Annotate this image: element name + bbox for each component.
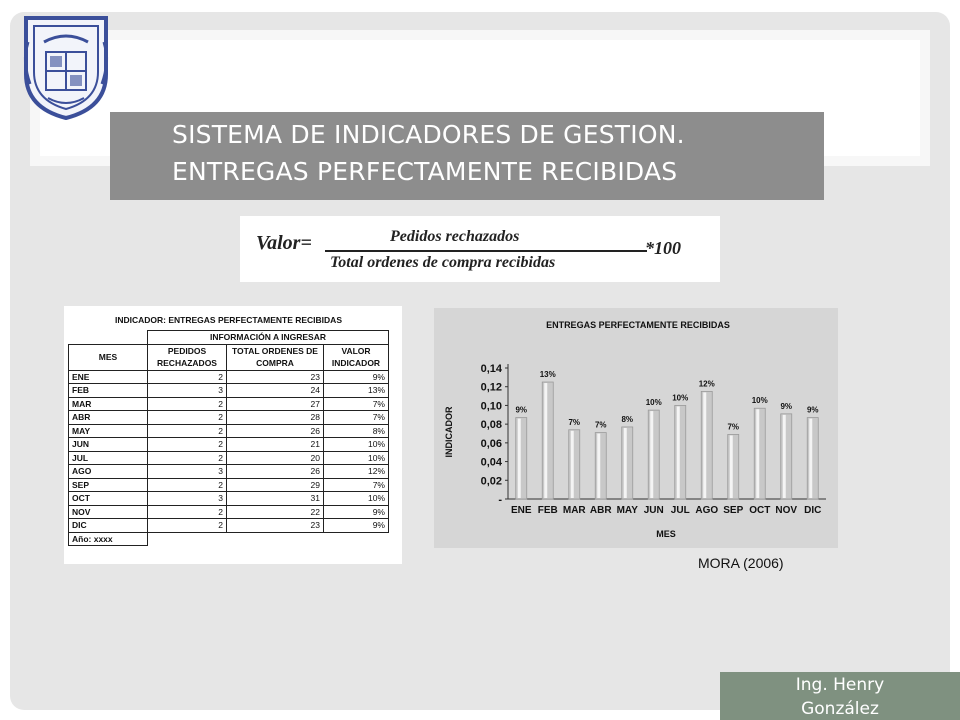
cell-mes: FEB [69, 384, 148, 398]
cell-pedidos: 2 [148, 451, 227, 465]
chart-bar [622, 427, 633, 499]
cell-pedidos: 3 [148, 492, 227, 506]
cell-valor: 10% [324, 438, 389, 452]
formula-image [240, 216, 720, 282]
chart-bar [754, 408, 765, 499]
cell-total: 20 [227, 451, 324, 465]
author-name-line-2: González [801, 699, 879, 719]
chart-bar-highlight [597, 434, 600, 498]
cell-valor: 7% [324, 411, 389, 425]
chart-data-label: 9% [780, 401, 793, 411]
cell-pedidos: 2 [148, 505, 227, 519]
chart-y-axis-label: INDICADOR [444, 406, 454, 458]
chart-bar [648, 410, 659, 499]
chart-data-label: 9% [515, 405, 528, 415]
chart-bar-highlight [544, 383, 547, 498]
chart-data-label: 12% [698, 379, 715, 389]
table-row [69, 465, 389, 479]
chart-bar-highlight [756, 409, 759, 498]
table-row [69, 397, 389, 411]
table-row [69, 424, 389, 438]
cell-mes: JUN [69, 438, 148, 452]
cell-pedidos: 2 [148, 519, 227, 533]
indicator-table-image [64, 306, 402, 564]
chart-data-label: 10% [751, 396, 768, 406]
cell-valor: 12% [324, 465, 389, 479]
chart-data-label: 10% [645, 398, 662, 408]
formula-multiplier: *100 [645, 238, 681, 258]
cell-total: 22 [227, 505, 324, 519]
cell-pedidos: 2 [148, 478, 227, 492]
chart-y-tick-label: 0,06 [480, 437, 502, 450]
table-row [69, 438, 389, 452]
cell-valor: 9% [324, 505, 389, 519]
chart-data-label: 7% [568, 417, 581, 427]
indicator-table [68, 310, 389, 546]
cell-valor: 9% [324, 370, 389, 384]
chart-x-tick-label: NOV [775, 505, 798, 516]
chart-y-tick-label: - [498, 494, 502, 506]
chart-bar [595, 433, 606, 499]
chart-marks [481, 363, 826, 516]
chart-title: ENTREGAS PERFECTAMENTE RECIBIDAS [546, 320, 730, 330]
table-row [69, 505, 389, 519]
cell-mes: SEP [69, 478, 148, 492]
chart-bar-highlight [571, 431, 574, 498]
cell-mes: JUL [69, 451, 148, 465]
author-box [720, 672, 960, 720]
cell-pedidos: 2 [148, 411, 227, 425]
cell-valor: 10% [324, 451, 389, 465]
table-row [69, 478, 389, 492]
cell-mes: ABR [69, 411, 148, 425]
col-header-pedidos: PEDIDOS RECHAZADOS [148, 344, 227, 370]
col-header-total: TOTAL ORDENES DE COMPRA [227, 344, 324, 370]
chart-data-label: 13% [539, 370, 556, 380]
cell-total: 23 [227, 370, 324, 384]
table-group-header: INFORMACIÓN A INGRESAR [148, 331, 389, 345]
chart-y-tick-label: 0,14 [480, 363, 502, 375]
chart-bar [569, 430, 580, 499]
chart-data-label: 8% [621, 414, 634, 424]
cell-mes: DIC [69, 519, 148, 533]
col-header-mes: MES [69, 344, 148, 370]
chart-bar-highlight [703, 392, 706, 498]
formula-lhs: Valor= [256, 232, 312, 254]
table-row [69, 492, 389, 506]
chart-bar-highlight [624, 428, 627, 498]
cell-mes: ENE [69, 370, 148, 384]
cell-valor: 13% [324, 384, 389, 398]
table-row [69, 519, 389, 533]
table-title: INDICADOR: ENTREGAS PERFECTAMENTE RECIBIDAS [115, 315, 342, 325]
author-name-line-1: Ing. Henry [795, 675, 885, 695]
cell-total: 23 [227, 519, 324, 533]
chart-bar [516, 418, 527, 499]
cell-total: 31 [227, 492, 324, 506]
chart-bar [807, 418, 818, 499]
chart-x-tick-label: ENE [510, 505, 532, 516]
slide-title-line-1: SISTEMA DE INDICADORES DE GESTION. [172, 120, 685, 149]
chart-x-tick-label: FEB [537, 505, 558, 516]
cell-mes: NOV [69, 505, 148, 519]
table-body [69, 370, 389, 532]
bar-chart [434, 308, 838, 548]
chart-bar-highlight [518, 419, 521, 498]
cell-valor: 8% [324, 424, 389, 438]
cell-total: 21 [227, 438, 324, 452]
chart-x-tick-label: MAR [562, 505, 586, 516]
chart-x-tick-label: MAY [616, 505, 638, 516]
table-row [69, 451, 389, 465]
formula-numerator: Pedidos rechazados [390, 228, 520, 245]
chart-x-tick-label: ABR [589, 505, 612, 516]
chart-bar-highlight [677, 406, 680, 498]
cell-pedidos: 3 [148, 384, 227, 398]
chart-x-tick-label: OCT [749, 505, 771, 516]
cell-valor: 7% [324, 397, 389, 411]
chart-bar-highlight [809, 419, 812, 498]
formula-fraction-bar [325, 250, 647, 252]
cell-total: 24 [227, 384, 324, 398]
chart-data-label: 10% [672, 393, 689, 403]
cell-mes: MAY [69, 424, 148, 438]
chart-bar-highlight [650, 411, 653, 498]
chart-x-tick-label: JUN [643, 505, 664, 516]
chart-y-tick-label: 0,10 [480, 400, 502, 413]
chart-x-tick-label: DIC [804, 505, 822, 516]
chart-x-tick-label: AGO [695, 505, 719, 516]
cell-pedidos: 2 [148, 370, 227, 384]
chart-data-label: 9% [806, 405, 819, 415]
cell-total: 29 [227, 478, 324, 492]
cell-total: 26 [227, 465, 324, 479]
bar-chart-svg [434, 308, 838, 548]
cell-mes: OCT [69, 492, 148, 506]
formula-denominator: Total ordenes de compra recibidas [330, 254, 556, 271]
chart-x-tick-label: JUL [670, 505, 690, 516]
slide-title-box [110, 112, 824, 200]
chart-x-tick-label: SEP [723, 505, 744, 516]
chart-x-axis-label: MES [656, 529, 676, 539]
cell-mes: AGO [69, 465, 148, 479]
table-row [69, 370, 389, 384]
cell-mes: MAR [69, 397, 148, 411]
cell-pedidos: 2 [148, 397, 227, 411]
cell-valor: 10% [324, 492, 389, 506]
chart-y-tick-label: 0,02 [480, 475, 502, 488]
chart-bar [675, 405, 686, 499]
slide-title-line-2: ENTREGAS PERFECTAMENTE RECIBIDAS [172, 157, 678, 186]
cell-total: 27 [227, 397, 324, 411]
chart-bar-highlight [783, 415, 786, 498]
cell-pedidos: 2 [148, 424, 227, 438]
chart-y-tick-label: 0,04 [480, 456, 502, 469]
chart-bar [781, 414, 792, 499]
chart-bar [728, 434, 739, 499]
cell-pedidos: 3 [148, 465, 227, 479]
university-seal-logo [18, 12, 114, 122]
cell-pedidos: 2 [148, 438, 227, 452]
source-citation: MORA (2006) [698, 555, 784, 571]
chart-bar [542, 382, 553, 499]
cell-total: 28 [227, 411, 324, 425]
col-header-valor: VALOR INDICADOR [324, 344, 389, 370]
chart-y-tick-label: 0,12 [480, 381, 502, 394]
table-row [69, 411, 389, 425]
cell-total: 26 [227, 424, 324, 438]
chart-data-label: 7% [594, 420, 607, 430]
chart-bar [701, 391, 712, 499]
chart-bar-highlight [730, 435, 733, 498]
table-row [69, 384, 389, 398]
table-footer-year: Año: xxxx [69, 532, 148, 546]
chart-data-label: 7% [727, 422, 740, 432]
cell-valor: 9% [324, 519, 389, 533]
chart-y-tick-label: 0,08 [480, 419, 502, 432]
cell-valor: 7% [324, 478, 389, 492]
